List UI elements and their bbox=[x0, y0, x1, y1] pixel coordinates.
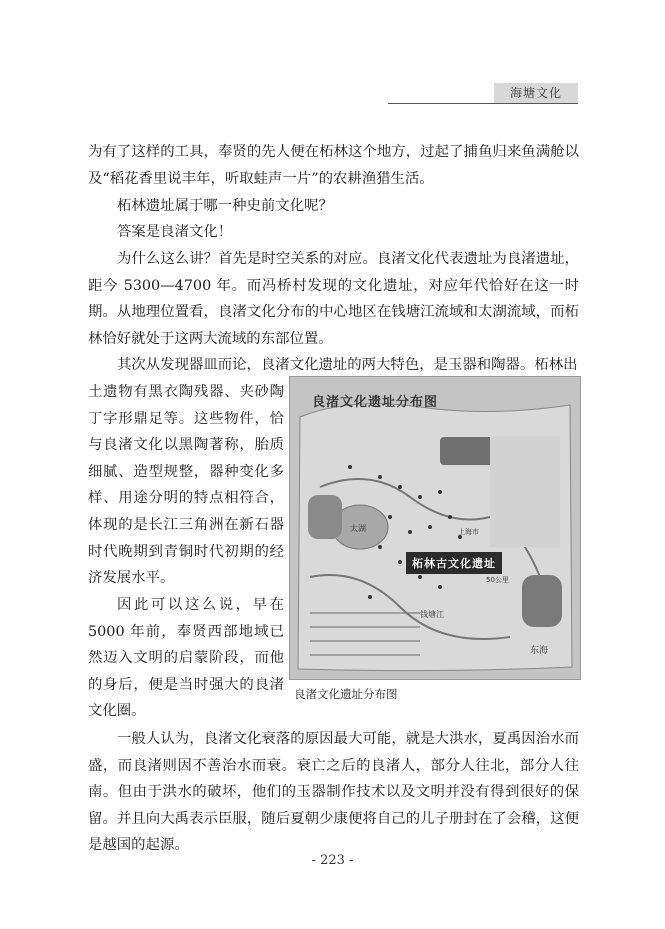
paragraph-4: 为什么这么讲？首先是时空关系的对应。良渚文化代表遗址为良渚遗址，距今 5300—4700 年。而冯桥村发现的文化遗址，对应年代恰好在这一时期。从地理位置看，良渚文化分布的中心地区在钱塘江流域和太湖流域，而柘林恰好就处于这两大流域的东部位置。 bbox=[88, 251, 579, 347]
paragraph-1: 为有了这样的工具，奉贤的先人便在柘林这个地方，过起了捕鱼归来鱼满舱以及“稻花香里说丰年，听取蛙声一片”的农耕渔猎生活。 bbox=[88, 144, 579, 187]
paragraph-5-start: 其次从发现器皿而论，良渚文化遗址的两大特色，是玉器和陶器。柘林出 bbox=[117, 357, 578, 373]
page-number: - 223 - bbox=[311, 853, 354, 868]
paragraph-2: 柘林遗址属于哪一种史前文化呢？ bbox=[117, 198, 333, 214]
running-head bbox=[388, 83, 578, 105]
paragraph-5-cont: 土遗物有黑衣陶残器、夹砂陶丁字形鼎足等。这些物件，恰与良渚文化以黑陶著称，胎质细腻、造型规整，器种变化多样、用途分明的特点相符合，体现的是长江三角洲在新石器时代晚期到青铜时代初期的经济发展水平。 bbox=[88, 384, 284, 587]
site-label: 柘林古文化遗址 bbox=[406, 552, 502, 574]
map-drawing bbox=[290, 377, 580, 679]
place-label-qiantang: 钱塘江 bbox=[420, 610, 444, 619]
header-rule bbox=[388, 103, 578, 104]
running-title: 海塘文化 bbox=[494, 83, 578, 103]
place-label-donghai: 东海 bbox=[530, 646, 549, 656]
place-label-shanghai: 上海市 bbox=[458, 528, 479, 536]
map-figure bbox=[289, 376, 581, 680]
paragraph-6: 因此可以这么说，早在 5000 年前，奉贤西部地域已然迈入文明的启蒙阶段，而他的身后，便是当时强大的良渚文化圈。 bbox=[88, 597, 284, 720]
paragraph-3: 答案是良渚文化！ bbox=[117, 224, 233, 240]
map-scale: 50公里 bbox=[486, 576, 509, 584]
figure-caption: 良渚文化遗址分布图 bbox=[294, 687, 398, 701]
paragraph-7: 一般人认为，良渚文化衰落的原因最大可能，就是大洪水，夏禹因治水而盛，而良渚则因不善治水而衰。衰亡之后的良渚人，部分人往北，部分人往南。但由于洪水的破坏，他们的玉器制作技术以及文明并没有得到很好的保留。并且向大禹表示臣服，随后夏朝少康便将自己的儿子册封在了会稽，这便是越国的起源。 bbox=[88, 731, 579, 854]
map-title: 良渚文化遗址分布图 bbox=[312, 395, 439, 410]
place-label-taihu: 太湖 bbox=[350, 524, 366, 533]
